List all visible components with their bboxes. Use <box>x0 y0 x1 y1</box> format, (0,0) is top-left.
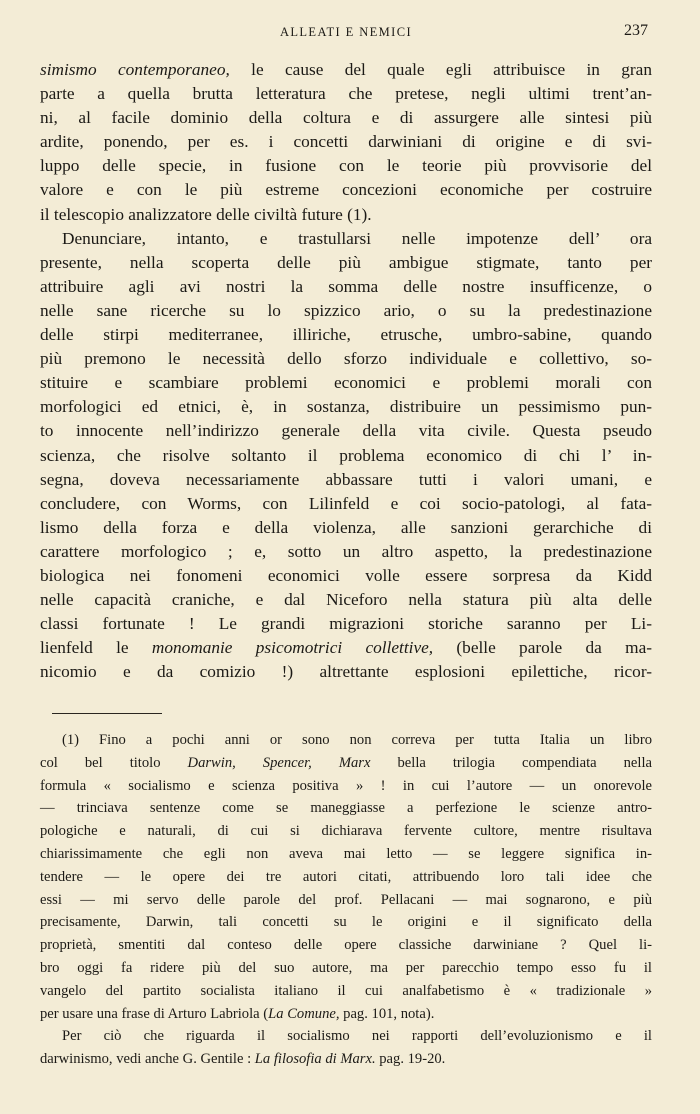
footnote-rule <box>52 713 162 714</box>
text-line <box>40 636 652 660</box>
italic-phrase: Darwin, Spencer, Marx <box>187 754 371 771</box>
text-segment: bella trilogia compendiata nella <box>370 754 652 771</box>
footnote-line: tendere — le opere dei tre autori citati, attribuendo loro tali idee che <box>40 868 652 885</box>
footnote-line: vangelo del partito socialista italiano il cui analfabetismo è « tradizionale » <box>40 982 652 999</box>
text-segment: pag. 19-20. <box>375 1051 446 1068</box>
footnote-line: proprietà, smentiti dal conteso delle opere classiche darwiniane ? Quel li- <box>40 937 652 954</box>
footnote-line <box>40 752 652 775</box>
text-line: nelle capacità craniche, e dal Niceforo nella statura più alta delle <box>40 590 652 610</box>
text-line: morfologici ed etnici, è, in sostanza, distribuire un pessimismo pun- <box>40 397 652 417</box>
text-segment: le cause del quale egli attribuisce in gran <box>229 60 652 79</box>
paragraph-start-line: Denunciare, intanto, e trastullarsi nelle impotenze dell’ ora <box>62 228 652 248</box>
text-line: luppo delle specie, in fusione con le teorie più provvisorie del <box>40 156 652 176</box>
running-head <box>40 22 652 44</box>
italic-phrase: La Comune, <box>268 1005 340 1022</box>
footnote-line: Per ciò che riguarda il socialismo nei rapporti dell’evoluzionismo e il <box>62 1028 652 1045</box>
text-segment: (belle parole da ma- <box>433 638 652 658</box>
footnote-line: — trinciava sentenze come se maneggiasse a perfezione le scienze antro- <box>40 800 652 817</box>
text-line: ardite, ponendo, per es. i concetti darwiniani di origine e di svi- <box>40 132 652 152</box>
text-line: attribuire agli avi nostri la somma delle nostre insufficenze, o <box>40 276 652 296</box>
text-line <box>40 58 652 82</box>
footnote-line: precisamente, Darwin, tali concetti su le origini e il significato della <box>40 914 652 931</box>
text-line: scienza, che risolve soltanto il problema economico di chi l’ in- <box>40 445 652 465</box>
text-line: il telescopio analizzatore delle civiltà future (1). <box>40 204 372 224</box>
text-line: concludere, con Worms, con Lilinfeld e coi socio-patologi, al fata- <box>40 493 652 513</box>
text-line: carattere morfologico ; e, sotto un altro aspetto, la predestinazione <box>40 541 652 561</box>
page-number: 237 <box>624 22 648 39</box>
text-line: to innocente nell’indirizzo generale della vita civile. Questa pseudo <box>40 421 652 441</box>
text-segment: pag. 101, nota). <box>339 1005 435 1022</box>
text-line: nicomio e da comizio !) altrettante esplosioni epilettiche, ricor- <box>40 662 652 682</box>
text-line: ni, al facile dominio della coltura e di assurgere alle sintesi più <box>40 108 652 128</box>
italic-phrase: simismo contemporaneo, <box>40 60 230 79</box>
text-line: lismo della forza e della violenza, alle sanzioni gerarchiche di <box>40 517 652 537</box>
footnote-line: (1) Fino a pochi anni or sono non correva per tutta Italia un libro <box>62 732 652 748</box>
text-segment: col bel titolo <box>40 754 188 771</box>
footnote-line: bro oggi fa ridere più del suo autore, ma per parecchio tempo esso fu il <box>40 959 652 976</box>
text-line: parte a quella brutta letteratura che pretese, negli ultimi trent’an- <box>40 84 652 104</box>
footnote-line: essi — mi servo delle parole del prof. Pellacani — mai sognarono, e più <box>40 891 652 908</box>
text-line: classi fortunate ! Le grandi migrazioni storiche saranno per Li- <box>40 614 652 634</box>
text-segment: per usare una frase di Arturo Labriola ( <box>40 1005 269 1022</box>
text-line: nelle sane ricerche su lo spizzico ario, o su la predestinazione <box>40 300 652 320</box>
text-line: più premono le necessità dello sforzo individuale e collettivo, so- <box>40 349 652 369</box>
footnote-line: chiarissimamente che egli non aveva mai letto — se leggere significa in- <box>40 845 652 862</box>
footnote-line <box>40 1048 652 1071</box>
italic-phrase: monomanie psicomotrici collettive, <box>151 638 434 658</box>
text-line: stituire e scambiare problemi economici e problemi morali con <box>40 373 652 393</box>
footnote-line: pologiche e naturali, di cui si dichiarava fervente cultore, mentre risultava <box>40 823 652 840</box>
running-title: ALLEATI E NEMICI <box>279 25 413 39</box>
main-text <box>40 58 652 684</box>
text-line: presente, nella scoperta delle più ambigue stigmate, tanto per <box>40 252 652 272</box>
text-segment: lienfeld le <box>40 638 152 658</box>
text-segment: darwinismo, vedi anche G. Gentile : <box>40 1051 255 1068</box>
text-line: valore e con le più estreme concezioni economiche per costruire <box>40 180 652 200</box>
text-line: biologica nei fonomeni economici volle essere sorpresa da Kidd <box>40 565 652 585</box>
text-line: delle stirpi mediterranee, illiriche, etrusche, umbro-sabine, quando <box>40 325 652 345</box>
text-line: segna, doveva necessariamente abbassare tutti i valori umani, e <box>40 469 652 489</box>
footnote-line: formula « socialismo e scienza positiva » ! in cui l’autore — un onorevole <box>40 777 652 794</box>
footnote-line <box>40 1003 652 1026</box>
footnotes <box>40 729 652 1071</box>
italic-phrase: La filosofia di Marx. <box>254 1051 376 1068</box>
